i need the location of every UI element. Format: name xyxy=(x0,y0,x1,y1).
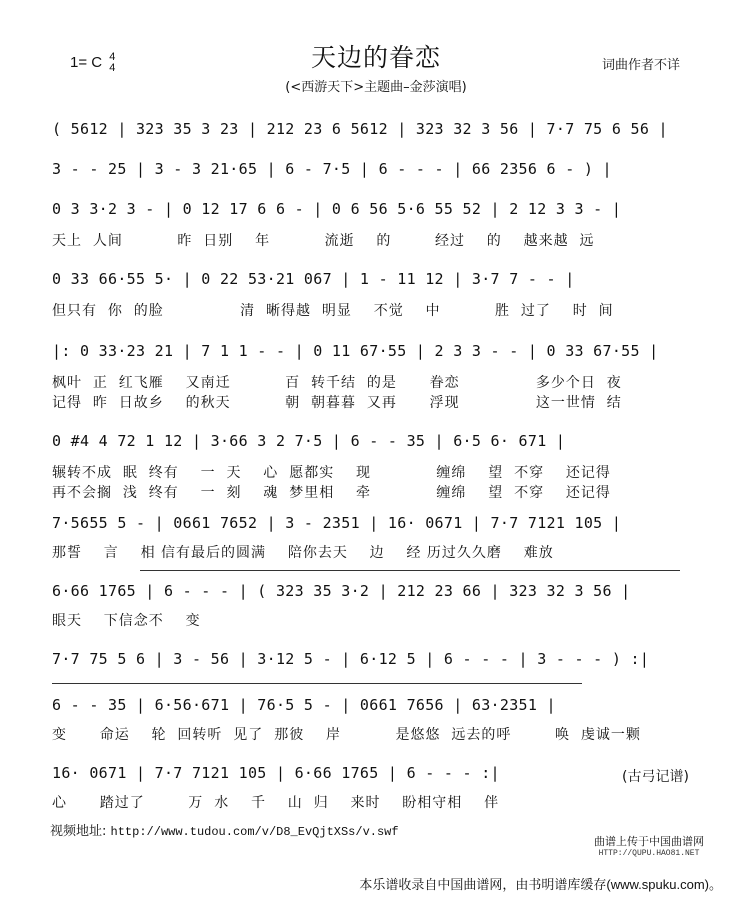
lyric-line-8: 眼天 下信念不 变 xyxy=(52,613,201,629)
lyric-line-6: 再不会搁 浅 终有 一 刻 魂 梦里相 牵 缠绵 望 不穿 还记得 xyxy=(52,485,611,501)
composer-note: 词曲作者不详 xyxy=(601,58,680,73)
lyric-line-1: 天上 人间 昨 日别 年 流逝 的 经过 的 越来越 远 xyxy=(52,233,595,249)
transcriber-note: (古弓记谱) xyxy=(622,769,689,785)
upload-badge xyxy=(594,836,704,860)
lyric-line-3: 枫叶 正 红飞雁 又南迁 百 转千结 的是 眷恋 多少个日 夜 xyxy=(52,375,622,391)
score-line-11: 16· 0671 | 7·7 7121 105 | 6·66 1765 | 6 - - - :| xyxy=(52,764,500,782)
lyric-line-9: 变 命运 轮 回转听 见了 那彼 岸 是悠悠 远去的呼 唤 虔诚一颗 xyxy=(52,727,641,743)
video-address xyxy=(50,820,399,839)
lyric-line-5: 辗转不成 眠 终有 一 天 心 愿都实 现 缠绵 望 不穿 还记得 xyxy=(52,465,611,481)
score-line-6: 0 #4 4 72 1 12 | 3·66 3 2 7·5 | 6 - - 35 | 6·5 6· 671 | xyxy=(52,432,566,450)
video-link[interactable]: http://www.tudou.com/v/D8_EvQjtXSs/v.swf xyxy=(110,825,399,839)
score-line-2: 3 - - 25 | 3 - 3 21·65 | 6 - 7·5 | 6 - - - | 66 2356 6 - ) | xyxy=(52,160,612,178)
source-note: 本乐谱收录自中国曲谱网，由书明谱库缓存(www.spuku.com)。 xyxy=(359,877,722,892)
lyric-line-7: 那誓 言 相 信有最后的圆满 陪你去天 边 经 历过久久磨 难放 xyxy=(52,545,554,561)
volta-line-2 xyxy=(52,683,582,684)
lyric-line-4: 记得 昨 日故乡 的秋天 朝 朝暮暮 又再 浮现 这一世情 结 xyxy=(52,395,622,411)
score-line-1: ( 5612 | 323 35 3 23 | 212 23 6 5612 | 323 32 3 56 | 7·7 75 6 56 | xyxy=(52,120,668,138)
score-line-7: 7·5655 5 - | 0661 7652 | 3 - 2351 | 16· 0671 | 7·7 7121 105 | xyxy=(52,514,622,532)
volta-line-1 xyxy=(140,570,680,571)
upload-url[interactable]: HTTP://QUPU.HAO81.NET xyxy=(598,849,700,858)
lyric-line-10: 心 踏过了 万 水 千 山 归 来时 盼相守相 伴 xyxy=(52,795,500,811)
key-label: 1= C xyxy=(70,53,103,71)
score-line-3: 0 3 3·2 3 - | 0 12 17 6 6 - | 0 6 56 5·6 55 52 | 2 12 3 3 - | xyxy=(52,200,622,218)
song-title: 天边的眷恋 xyxy=(310,43,441,72)
video-label: 视频地址: xyxy=(50,824,107,839)
time-signature: 4 4 xyxy=(109,51,116,74)
score-line-9: 7·7 75 5 6 | 3 - 56 | 3·12 5 - | 6·12 5 | 6 - - - | 3 - - - ) :| xyxy=(52,650,650,668)
upload-note: 曲谱上传于中国曲谱网 xyxy=(594,835,704,848)
score-line-4: 0 33 66·55 5· | 0 22 53·21 067 | 1 - 11 12 | 3·7 7 - - | xyxy=(52,270,575,288)
lyric-line-2: 但只有 你 的脸 清 晰得越 明显 不觉 中 胜 过了 时 间 xyxy=(52,303,614,319)
song-subtitle: (<西游天下>主题曲–金莎演唱) xyxy=(285,80,467,95)
score-line-5: |: 0 33·23 21 | 7 1 1 - - | 0 11 67·55 | 2 3 3 - - | 0 33 67·55 | xyxy=(52,342,659,360)
score-line-8: 6·66 1765 | 6 - - - | ( 323 35 3·2 | 212 23 66 | 323 32 3 56 | xyxy=(52,582,631,600)
score-line-10: 6 - - 35 | 6·56·671 | 76·5 5 - | 0661 7656 | 63·2351 | xyxy=(52,696,556,714)
